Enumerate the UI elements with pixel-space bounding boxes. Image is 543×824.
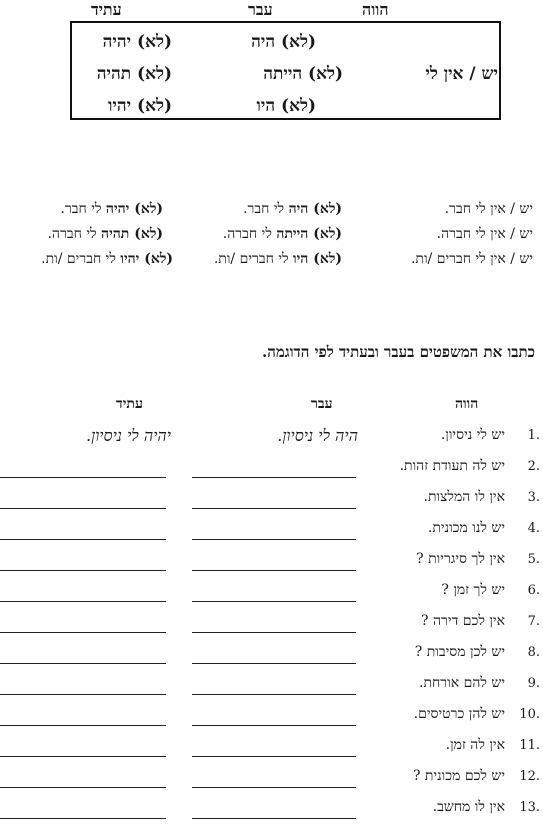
answer-past-line[interactable] bbox=[192, 694, 356, 695]
example-future-rest: לי חברה. bbox=[47, 226, 102, 242]
example-present: יש / אין לי חברה. bbox=[436, 226, 533, 242]
exercise-sentence: יש לה תעודת זהות. bbox=[399, 458, 505, 474]
answer-future-line[interactable] bbox=[0, 632, 166, 633]
exercise-row bbox=[0, 610, 543, 638]
example-past bbox=[243, 201, 342, 218]
table-cell-future: (לא) יהיה bbox=[102, 32, 172, 52]
exercise-number: 10. bbox=[519, 707, 540, 722]
table-cell-past: (לא) היה bbox=[251, 32, 316, 52]
exercise-sentence: אין לך סיגריות ? bbox=[416, 551, 505, 567]
example-past bbox=[223, 226, 342, 243]
answer-future-line[interactable] bbox=[0, 818, 166, 819]
exercise-sentence: יש לנו מכונית. bbox=[427, 520, 505, 536]
answer-past-line[interactable] bbox=[192, 725, 356, 726]
table-cell-present: יש / אין לי bbox=[425, 64, 498, 84]
exercise-number: 3. bbox=[527, 490, 540, 505]
answer-future-line[interactable] bbox=[0, 539, 166, 540]
exercise-instruction: כתבו את המשפטים בעבר ובעתיד לפי הדוגמה. bbox=[262, 343, 535, 361]
answer-past-line[interactable] bbox=[192, 787, 356, 788]
example-past-verb: (לא) הייתה bbox=[276, 226, 342, 242]
exercise-row bbox=[0, 517, 543, 545]
answer-past-line[interactable] bbox=[192, 818, 356, 819]
exercise-row bbox=[0, 765, 543, 793]
exercise-row bbox=[0, 548, 543, 576]
column-header-future: עתיד bbox=[116, 396, 143, 412]
exercise-number: 4. bbox=[527, 521, 540, 536]
example-future-verb: (לא) תהיה bbox=[101, 226, 163, 242]
exercise-sentence: יש לכן מסיבות ? bbox=[414, 644, 505, 660]
exercise-row bbox=[0, 424, 543, 452]
answer-future-line[interactable] bbox=[0, 477, 166, 478]
exercise-sentence: יש להן כרטיסים. bbox=[413, 706, 505, 722]
exercise-row bbox=[0, 486, 543, 514]
answer-future-line[interactable] bbox=[0, 570, 166, 571]
example-past-verb: (לא) היו bbox=[293, 251, 342, 267]
exercise-row bbox=[0, 641, 543, 669]
table-cell-past: (לא) הייתה bbox=[263, 64, 343, 84]
answer-past-line[interactable] bbox=[192, 570, 356, 571]
exercise-row bbox=[0, 734, 543, 762]
exercise-number: 11. bbox=[519, 738, 540, 753]
exercise-sentence: יש לך זמן ? bbox=[441, 582, 505, 598]
exercise-row bbox=[0, 579, 543, 607]
exercise-sentence: אין לה זמן. bbox=[445, 737, 505, 753]
answer-past-line[interactable] bbox=[192, 756, 356, 757]
answer-future-line[interactable] bbox=[0, 787, 166, 788]
column-header-present: הווה bbox=[455, 396, 479, 412]
answer-past-line[interactable] bbox=[192, 632, 356, 633]
answer-future-line[interactable] bbox=[0, 756, 166, 757]
answer-future-line[interactable] bbox=[0, 601, 166, 602]
table-header-future: עתיד bbox=[91, 0, 122, 19]
example-past-rest: לי חברה. bbox=[222, 226, 277, 242]
exercise-row bbox=[0, 796, 543, 824]
exercise-number: 13. bbox=[519, 800, 540, 815]
example-past-rest: לי חבר. bbox=[243, 201, 289, 217]
answer-future-line[interactable] bbox=[0, 508, 166, 509]
exercise-number: 5. bbox=[527, 552, 540, 567]
example-present: יש / אין לי חבר. bbox=[444, 201, 533, 217]
answer-past-line[interactable] bbox=[192, 508, 356, 509]
exercise-number: 9. bbox=[527, 676, 540, 691]
example-future-rest: לי חבר. bbox=[60, 201, 106, 217]
example-future bbox=[41, 251, 173, 268]
exercise-number: 6. bbox=[527, 583, 540, 598]
example-future bbox=[47, 226, 163, 243]
exercise-sentence: אין לו מחשב. bbox=[432, 799, 505, 815]
example-present: יש / אין לי חברים /ות. bbox=[410, 251, 533, 267]
example-future-verb: (לא) יהיה bbox=[105, 201, 163, 217]
table-cell-future: (לא) תהיה bbox=[96, 64, 172, 84]
example-future-rest: לי חברים /ות. bbox=[41, 251, 121, 267]
answer-future-line[interactable] bbox=[0, 663, 166, 664]
answer-future-line[interactable] bbox=[0, 694, 166, 695]
answer-future-filled: יהיה לי ניסיון. bbox=[86, 426, 171, 445]
exercise-number: 7. bbox=[527, 614, 540, 629]
example-future bbox=[60, 201, 163, 218]
column-header-past: עבר bbox=[311, 396, 333, 412]
exercise-sentence: יש לכם מכונית ? bbox=[412, 768, 505, 784]
table-header-past: עבר bbox=[248, 0, 273, 19]
exercise-row bbox=[0, 672, 543, 700]
example-future-verb: (לא) יהיו bbox=[120, 251, 173, 267]
answer-past-filled: היה לי ניסיון. bbox=[277, 426, 358, 445]
answer-past-line[interactable] bbox=[192, 477, 356, 478]
example-past bbox=[214, 251, 342, 268]
exercise-sentence: יש לי ניסיון. bbox=[440, 427, 505, 443]
example-past-rest: לי חברים /ות. bbox=[213, 251, 294, 267]
answer-future-line[interactable] bbox=[0, 725, 166, 726]
answer-past-line[interactable] bbox=[192, 663, 356, 664]
exercise-sentence: אין לו המלצות. bbox=[423, 489, 505, 505]
exercise-number: 1. bbox=[527, 428, 540, 443]
exercise-number: 8. bbox=[527, 645, 540, 660]
answer-past-line[interactable] bbox=[192, 539, 356, 540]
exercise-row bbox=[0, 455, 543, 483]
example-past-verb: (לא) היה bbox=[288, 201, 342, 217]
table-header-present: הווה bbox=[362, 0, 389, 19]
exercise-number: 12. bbox=[519, 769, 540, 784]
exercise-sentence: יש להם אורחת. bbox=[419, 675, 505, 691]
table-cell-past: (לא) היו bbox=[256, 96, 316, 116]
exercise-sentence: אין לכם דירה ? bbox=[421, 613, 505, 629]
exercise-number: 2. bbox=[527, 459, 540, 474]
exercise-row bbox=[0, 703, 543, 731]
table-cell-future: (לא) יהיו bbox=[108, 96, 172, 116]
answer-past-line[interactable] bbox=[192, 601, 356, 602]
